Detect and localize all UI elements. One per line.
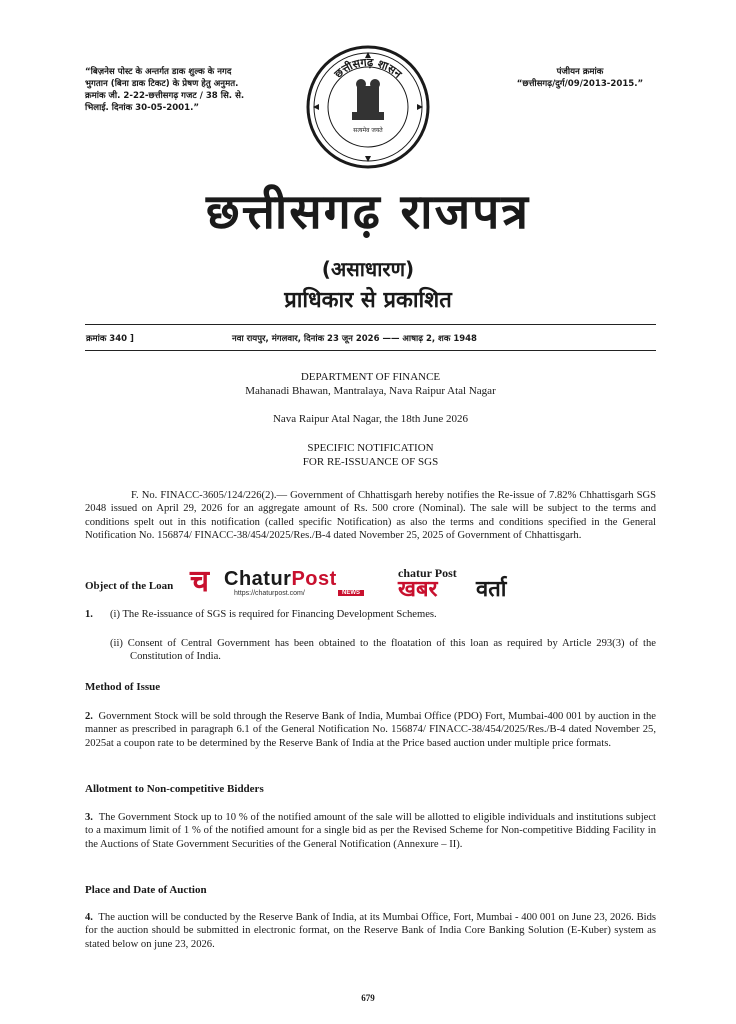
allotment-number: 3.: [85, 812, 93, 823]
method-number: 2.: [85, 711, 93, 722]
auction-number: 4.: [85, 912, 93, 923]
chaturpost-logo-mark: च: [190, 564, 210, 599]
registration-number: “छत्तीसगढ़/दुर्ग/09/2013-2015.”: [516, 79, 644, 89]
top-rule: [85, 324, 656, 325]
chaturpost-hindi-a: खबर: [398, 577, 438, 602]
issue-number: क्रमांक 340 ]: [86, 334, 134, 344]
chaturpost-small-name: chatur Post: [398, 566, 457, 580]
object-heading: Object of the Loan: [85, 580, 174, 592]
method-paragraph: [85, 710, 656, 750]
issue-date-line: नवा रायपुर, मंगलवार, दिनांक 23 जून 2026 —— आषाढ़ 2, शक 1948: [232, 334, 477, 344]
auction-heading: Place and Date of Auction: [85, 884, 207, 896]
seal-text: छत्तीसगढ़ शासन: [331, 55, 405, 81]
department-address: Mahanadi Bhawan, Mantralaya, Nava Raipur Atal Nagar: [245, 385, 496, 397]
department-name: DEPARTMENT OF FINANCE: [300, 371, 441, 383]
auction-paragraph: [85, 911, 656, 951]
method-heading: Method of Issue: [85, 681, 161, 693]
chaturpost-url: https://chaturpost.com/: [234, 590, 305, 597]
chaturpost-hindi-b: वर्ता: [476, 577, 507, 602]
chaturpost-news-tag: NEWS: [338, 590, 364, 596]
postal-permission-note: “बिज़नेस पोस्ट के अन्तर्गत डाक शुल्क के नगद भुगतान (बिना डाक टिकट) के प्रेषण हेतु अनुमत. क्रमांक जी. 2-22-छत्तीसगढ़ गजट / 38 सि. से. भिलाई. दिनांक 30-05-2001.”: [85, 67, 245, 113]
notification-title-1: SPECIFIC NOTIFICATION: [307, 442, 434, 454]
method-text: Government Stock will be sold through the Reserve Bank of India, Mumbai Office (PDO) Fort, Mumbai-400 001 by auction in the manner as prescribed in paragraph 6.1 of the General Notification No. 156874/ FINACC-38/454/2025/Res./B-4 dated November 25, 2025at a coupon rate to be determined by the Reserve Bank of India at the Price based auction under multiple price formats.: [85, 711, 657, 749]
intro-paragraph: F. No. FINACC-3605/124/226(2).— Government of Chhattisgarh hereby notifies the Re-issue of 7.82% Chhattisgarh SGS 2048 issued on April 29, 2026 for an aggregate amount of Rs. 500 crore (Nominal). The sale will be subject to the terms and conditions spelt out in this notification (called specific Notification) as also the terms and conditions specified in the General Notification No. 156874/ FINACC-38/454/2025/Res./B-4 dated November 25, 2025 of Government of Chhattisgarh.: [85, 490, 656, 541]
place-date: Nava Raipur Atal Nagar, the 18th June 2026: [272, 413, 469, 425]
extraordinary-label: (असाधारण): [321, 257, 415, 281]
object-number: 1.: [85, 609, 93, 620]
page-number: 679: [361, 993, 375, 1003]
notification-title-2: FOR RE-ISSUANCE OF SGS: [302, 456, 439, 468]
object-item-i: (i) The Re-issuance of SGS is required for Financing Development Schemes.: [110, 609, 437, 620]
allotment-paragraph: [85, 811, 656, 851]
chaturpost-name-a: Chatur: [224, 568, 292, 590]
auction-text: The auction will be conducted by the Reserve Bank of India, at its Mumbai Office, Fort, Mumbai - 400 001 on June 23, 2026. Bids for the auction should be submitted in electronic format, on the Reserve Bank of India Core Banking Solution (E-Kuber) system as stated below on june 23, 2026.: [85, 912, 656, 950]
chaturpost-watermark: [190, 566, 550, 602]
registration-label: पंजीयन क्रमांक: [556, 67, 604, 77]
authority-label: प्राधिकार से प्रकाशित: [284, 288, 452, 313]
chaturpost-name-b: Post: [291, 568, 337, 590]
gazette-title: छत्तीसगढ़ राजपत्र: [206, 184, 530, 240]
seal-motto: सत्यमेव जयते: [353, 127, 383, 134]
allotment-heading: Allotment to Non-competitive Bidders: [85, 783, 264, 795]
registration-note: [500, 66, 660, 90]
object-item-ii: (ii) Consent of Central Government has been obtained to the floatation of this loan as required by Article 293(3) of the Constitution of India.: [110, 638, 656, 663]
state-emblem-seal: [305, 44, 431, 170]
allotment-text: The Government Stock up to 10 % of the notified amount of the sale will be allotted to eligible individuals and institutions subject to a maximum limit of 1 % of the notified amount for a single bid as per the Revised Scheme for Non-competitive Bidding Facility in the Auctions of State Government Securities of the General Notification (Annexure – II).: [85, 812, 656, 850]
chaturpost-name: [224, 568, 337, 591]
bottom-rule: [85, 350, 656, 351]
